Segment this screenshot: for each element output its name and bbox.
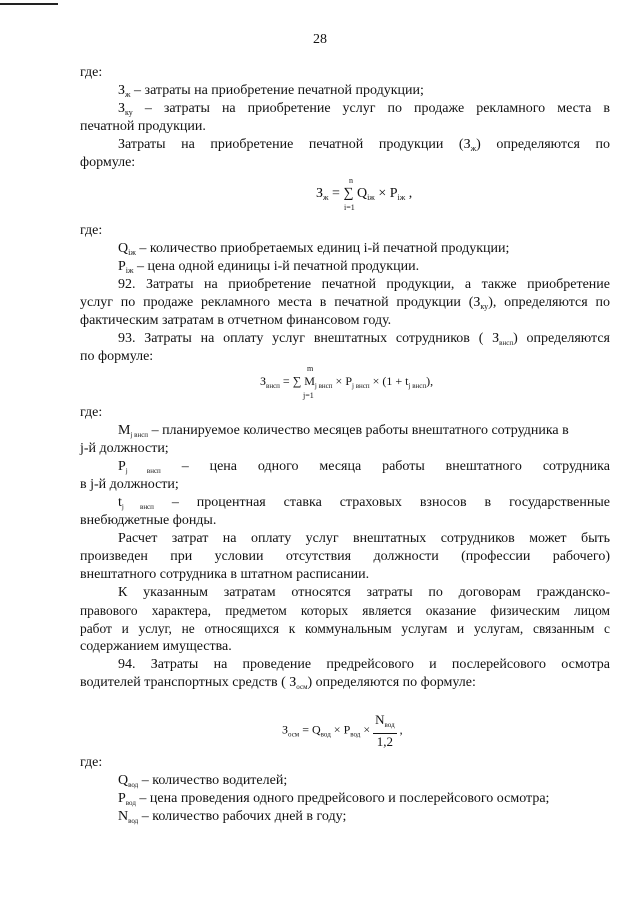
definition-line: $M_{j внсп}$ – планируемое количество месяцев работы внештатного сотрудника в [118,423,569,439]
definition-line: $З_{ку}$ – затраты на приобретение услуг по продаже рекламного места в [118,101,610,117]
formula-driver-inspection: $З_{осм} = Q_{вод} \times P_{вод}$ × $\frac{N_{вод}}{1,2}$ , [282,712,403,749]
text-line: фактическим затратам в отчетном финансовом году. [80,313,392,328]
text-line: в j-й должности; [80,477,179,492]
definition-line: $З_ж$ – затраты на приобретение печатной продукции; [118,83,424,99]
formula-printed-products: $З_ж$ = ∑ $Q_{iж} \times P_{iж}$ , [316,186,413,202]
text-line: по формуле: [80,349,154,364]
text-line: Расчет затрат на оплату услуг внештатных сотрудников может быть [118,531,610,546]
text-line: печатной продукции. [80,119,206,134]
definition-line: $N_{вод}$ – количество рабочих дней в году; [118,809,347,825]
definition-line: $P_{iж}$ – цена одной единицы i-й печатной продукции. [118,259,420,275]
where-label: где: [80,755,103,770]
page-number: 28 [313,32,327,47]
text-line: водителей транспортных средств ( $З_{осм}$) определяются по формуле: [80,675,476,691]
formula-freelance-staff: $З_{внсп}$ = ∑ $M_{j внсп} \times P_{j внсп} \times (1 + t_{j внсп})$, [260,374,434,390]
text-line: формуле: [80,155,136,170]
sum-lower-limit: j=1 [303,391,314,400]
text-line: внебюджетные фонды. [80,513,217,528]
text-line: правового характера, предметом которых является оказание физическим лицом [80,603,610,618]
text-line: Затраты на приобретение печатной продукции $(З_ж)$ определяются по [118,137,610,153]
where-label: где: [80,223,103,238]
sum-upper-limit: m [307,364,314,373]
paragraph-93: 93. Затраты на оплату услуг внештатных сотрудников ( $З_{внсп}$) определяются [118,331,611,347]
fraction: $\frac{N_{вод}}{1,2}$ [375,712,395,749]
paragraph-92: 92. Затраты на приобретение печатной продукции, а также приобретение [118,277,610,292]
text-line: услуг по продаже рекламного места в печатной продукции $(З_{ку})$, определяются по [80,295,610,311]
text-line: j-й должности; [80,441,169,456]
definition-line: $P_{вод}$ – цена проведения одного предрейсового и послерейсового осмотра; [118,791,550,807]
text-line: содержанием имущества. [80,639,232,654]
text-line: произведен при условии отсутствия должности (профессии рабочего) [80,549,610,564]
corner-rule [0,3,58,5]
text-line: работ и услуг, не относящихся к коммунальным услугам и услугам, связанным с [80,621,610,636]
definition-line: $Q_{вод}$ – количество водителей; [118,773,288,789]
sum-upper-limit: n [349,176,353,185]
definition-line: $Q_{iж}$ – количество приобретаемых единиц i-й печатной продукции; [118,241,510,257]
text-line: внештатного сотрудника в штатном расписании. [80,567,370,582]
sum-lower-limit: i=1 [344,203,355,212]
definition-line: $t_{j внсп}$ – процентная ставка страховых взносов в государственные [118,495,610,511]
text-line: К указанным затратам относятся затраты по договорам гражданско- [118,585,610,600]
where-label: где: [80,65,103,80]
definition-line: $P_{j внсп}$ – цена одного месяца работы внештатного сотрудника [118,459,610,475]
paragraph-94: 94. Затраты на проведение предрейсового и послерейсового осмотра [118,657,610,672]
where-label: где: [80,405,103,420]
